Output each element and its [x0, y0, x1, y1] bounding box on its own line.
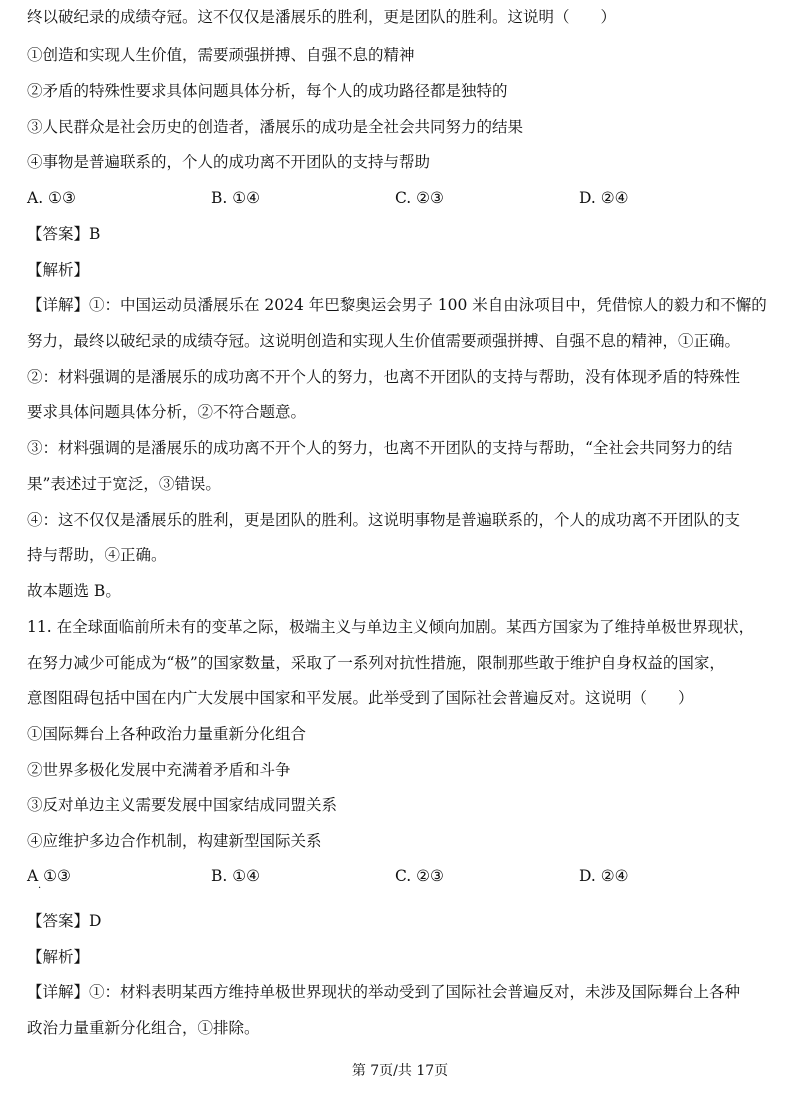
q10-detail-line-8: 持与帮助，④正确。 — [27, 546, 167, 564]
q11-option-a: A ①③ — [27, 867, 71, 885]
page-footer: 第 7页/共 17页 — [351, 1063, 449, 1079]
q10-detail-line-3: ②：材料强调的是潘展乐的成功离不开个人的努力，也离不开团队的支持与帮助，没有体现矛盾的特殊性 — [27, 368, 741, 386]
q10-detail-line-9: 故本题选 B。 — [27, 582, 121, 600]
q11-detail-line-1: 【详解】①：材料表明某西方维持单极世界现状的举动受到了国际社会普遍反对，未涉及国际舞台上各种 — [27, 983, 741, 1001]
q10-answer: 【答案】B — [27, 225, 101, 243]
q10-statement-3: ③人民群众是社会历史的创造者，潘展乐的成功是全社会共同努力的结果 — [27, 118, 524, 136]
question-11-stem-line-2: 在努力减少可能成为“极”的国家数量，采取了一系列对抗性措施，限制那些敢于维护自身权益的国家， — [27, 654, 725, 672]
q11-option-a-dot: · — [38, 883, 42, 894]
q10-detail-line-6: 果”表述过于宽泛，③错误。 — [27, 475, 221, 493]
q11-option-c: C. ②③ — [395, 867, 444, 885]
q10-detail-line-4: 要求具体问题具体分析，②不符合题意。 — [27, 403, 307, 421]
question-10-stem-tail: 终以破纪录的成绩夺冠。这不仅仅是潘展乐的胜利，更是团队的胜利。这说明（ ） — [27, 8, 617, 26]
q11-option-d: D. ②④ — [579, 867, 629, 885]
q11-statement-1: ①国际舞台上各种政治力量重新分化组合 — [27, 725, 307, 743]
q11-statement-4: ④应维护多边合作机制，构建新型国际关系 — [27, 832, 322, 850]
q10-detail-line-7: ④：这不仅仅是潘展乐的胜利，更是团队的胜利。这说明事物是普遍联系的，个人的成功离不开团队的支 — [27, 511, 741, 529]
q10-option-d: D. ②④ — [579, 189, 629, 207]
q10-option-b: B. ①④ — [211, 189, 261, 207]
q11-statement-2: ②世界多极化发展中充满着矛盾和斗争 — [27, 761, 291, 779]
q11-analysis-label: 【解析】 — [27, 948, 90, 966]
question-11-stem-line-1: 11. 在全球面临前所未有的变革之际，极端主义与单边主义倾向加剧。某西方国家为了维持单极世界现状， — [27, 618, 755, 636]
q10-statement-4: ④事物是普遍联系的，个人的成功离不开团队的支持与帮助 — [27, 153, 431, 171]
q10-statement-1: ①创造和实现人生价值，需要顽强拼搏、自强不息的精神 — [27, 46, 415, 64]
q11-answer: 【答案】D — [27, 912, 102, 930]
q10-detail-line-1: 【详解】①：中国运动员潘展乐在 2024 年巴黎奥运会男子 100 米自由泳项目中，凭借惊人的毅力和不懈的 — [27, 296, 767, 314]
question-11-stem-line-3: 意图阻碍包括中国在内广大发展中国家和平发展。此举受到了国际社会普遍反对。这说明（ ） — [27, 689, 694, 707]
q11-option-b: B. ①④ — [211, 867, 261, 885]
q10-detail-line-2: 努力，最终以破纪录的成绩夺冠。这说明创造和实现人生价值需要顽强拼搏、自强不息的精神，①正确。 — [27, 332, 741, 350]
q10-option-c: C. ②③ — [395, 189, 444, 207]
q10-options — [27, 188, 767, 208]
q10-analysis-label: 【解析】 — [27, 261, 90, 279]
q10-option-a: A. ①③ — [27, 189, 76, 207]
q11-detail-line-2: 政治力量重新分化组合，①排除。 — [27, 1019, 260, 1037]
q11-options — [27, 866, 767, 894]
q11-statement-3: ③反对单边主义需要发展中国家结成同盟关系 — [27, 796, 338, 814]
q10-statement-2: ②矛盾的特殊性要求具体问题具体分析，每个人的成功路径都是独特的 — [27, 82, 508, 100]
q10-detail-line-5: ③：材料强调的是潘展乐的成功离不开个人的努力，也离不开团队的支持与帮助，“全社会共同努力的结 — [27, 439, 733, 457]
